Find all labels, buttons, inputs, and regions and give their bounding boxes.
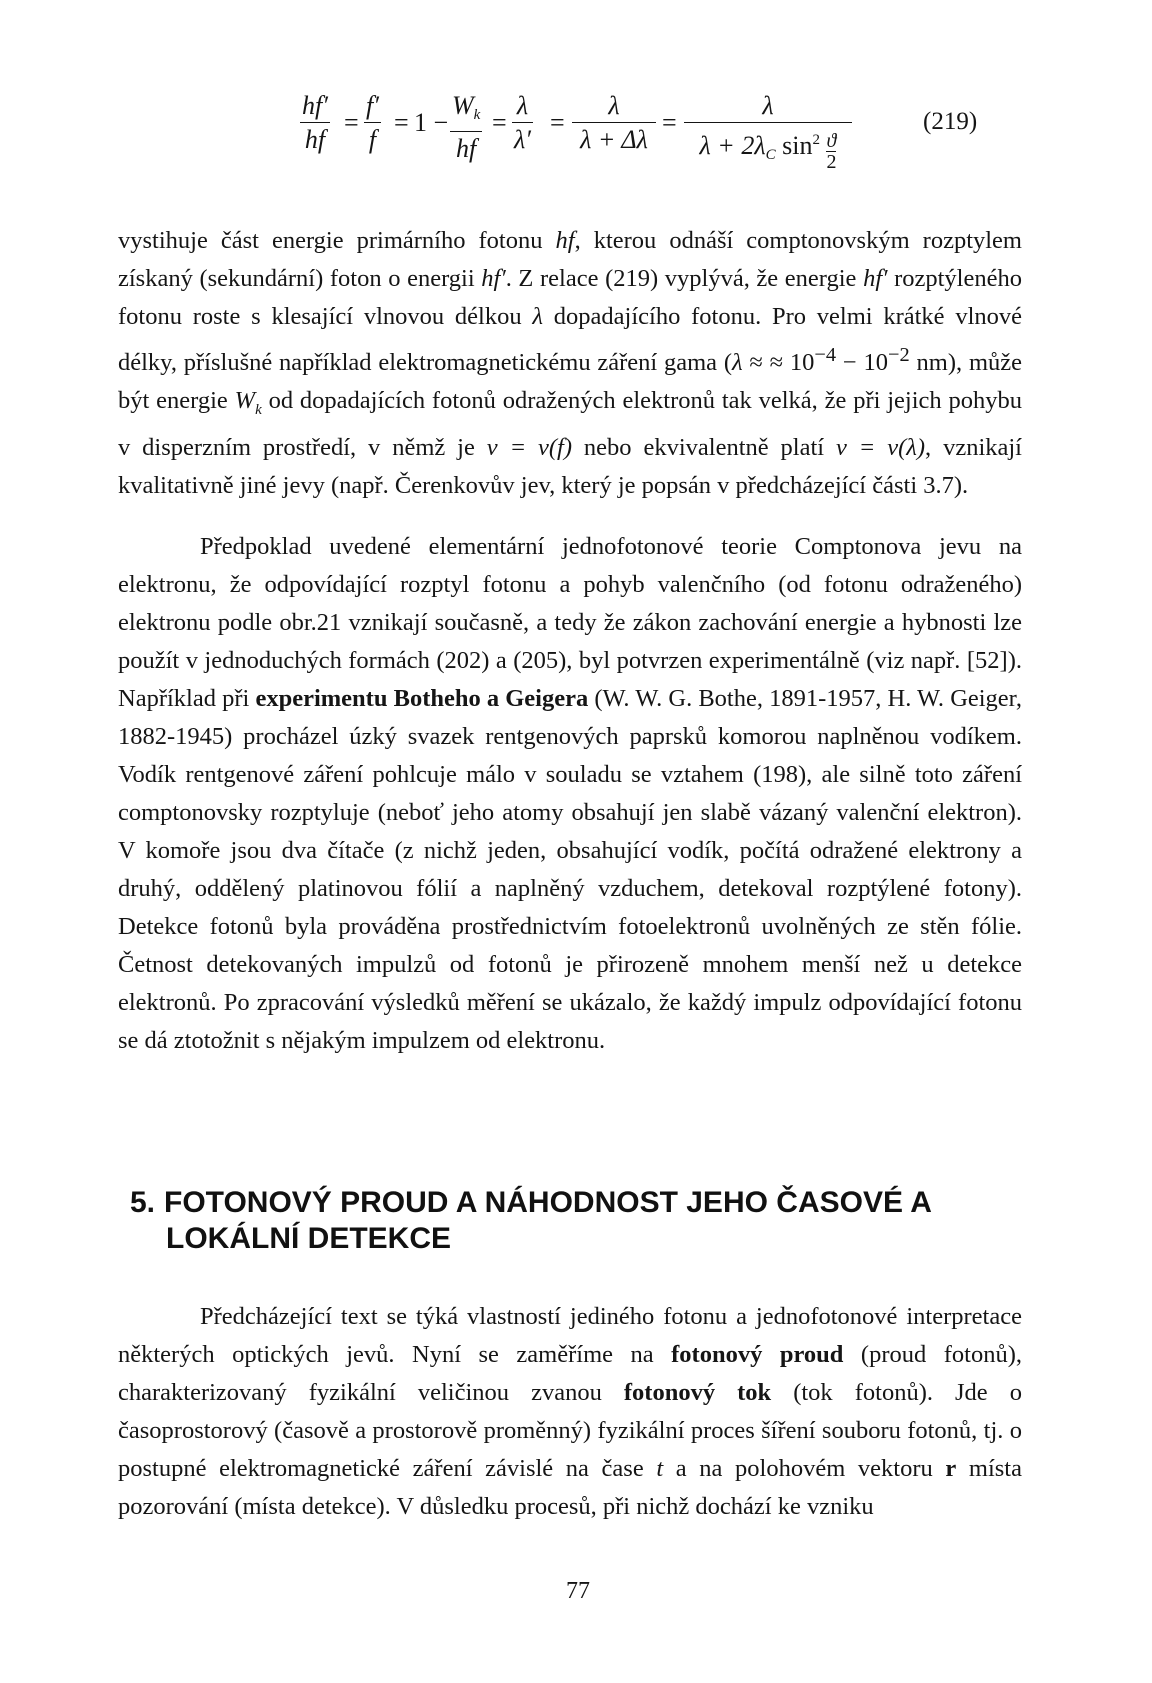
text-run: a na polohovém vektoru xyxy=(663,1455,946,1482)
text-run: od dopadajících fotonů odražených elektronů tak velká, že při jejich pohybu v disperzním prostředí, v němž je xyxy=(118,387,1023,462)
fraction-numerator xyxy=(450,92,482,129)
equals-sign: = xyxy=(550,108,565,137)
text-run: (proud fotonů), charakterizovaný fyzikální veličinou zvanou xyxy=(118,1341,1022,1406)
text-run: , kterou odnáší comptonovským rozptylem získaný (sekundární) foton o energii xyxy=(118,227,1022,292)
page-number: 77 xyxy=(566,1578,590,1604)
one-minus: 1 − xyxy=(414,108,449,137)
equation-number: (219) xyxy=(923,108,978,135)
half-denominator: 2 xyxy=(826,151,837,173)
text-run: vystihuje část energie primárního fotonu xyxy=(118,227,556,254)
section-number: 5. xyxy=(130,1186,156,1219)
paragraph-compton-energy xyxy=(118,222,1022,505)
math-dispersion-lambda: v = v(λ) xyxy=(836,434,926,462)
subscript-k: k xyxy=(473,107,481,123)
fraction-denominator: f xyxy=(368,125,377,154)
fraction-lambda-over-lambda-prime xyxy=(512,92,533,154)
text-run: dopadajícího fotonu. Pro velmi krátké vlnové délky, příslušné například elektromagnetickému záření gama ( xyxy=(118,303,1023,377)
section-heading xyxy=(130,1185,1010,1257)
math-dispersion-f: v = v(f) xyxy=(486,434,573,462)
math-vector-r: r xyxy=(945,1455,957,1482)
bold-term: fotonový tok xyxy=(623,1379,772,1406)
heading-line-1: FOTONOVÝ PROUD A NÁHODNOST JEHO ČASOVÉ A xyxy=(164,1186,932,1219)
superscript-2: 2 xyxy=(812,132,820,148)
text-run: . Z relace (219) vyplývá, že energie xyxy=(505,265,864,292)
work-symbol: W xyxy=(452,91,474,120)
half-angle-fraction xyxy=(826,132,836,171)
fraction-numerator: f′ xyxy=(366,91,379,120)
text-run: ≈ ≈ 10 xyxy=(742,349,815,377)
fraction-denominator: λ + Δλ xyxy=(580,125,648,154)
text-run: nebo ekvivalentně platí xyxy=(572,434,836,462)
fraction-lambda-over-lambda-plus-delta xyxy=(572,92,656,154)
fraction-f-prime-over-f xyxy=(364,92,381,154)
math-lambda: λ xyxy=(732,349,743,377)
math-w: W xyxy=(234,387,256,415)
heading-line-2: LOKÁLNÍ DETEKCE xyxy=(166,1222,451,1255)
equals-sign: = xyxy=(344,108,359,137)
paragraph-photon-stream xyxy=(118,1298,1022,1526)
equals-sign: = xyxy=(662,108,677,137)
math-hf-prime: hf′ xyxy=(863,265,888,292)
text-run: Předpoklad uvedené elementární jednofotonové teorie Comptonova jevu na elektronu, že odpovídající rozptyl fotonu a pohyb valenčního (od fotonu odraženého) elektronu podle obr.21 vznikají současně, a tedy že zákon zachování energie a hybnosti lze použít v jednoduchých formách (202) a (205), byl potvrzen experimentálně (viz např. [52]). Například při xyxy=(118,533,1022,712)
math-subscript-k: k xyxy=(255,402,262,419)
text-run: (W. W. G. Bothe, 1891-1957, H. W. Geiger, 1882-1945) procházel úzký svazek rentgenových paprsků komorou naplněnou vodíkem. Vodík rentgenové záření pohlcuje málo v souladu se vztahem (198), ale silně toto záření comptonovsky rozptyluje (neboť jeho atomy obsahují jen slabě vázaný valenční elektron). V komoře jsou dva čítače (z nichž jeden, obsahující vodík, počítá odražené elektrony a druhý, oddělený platinovou fólií a naplněný vzduchem, detekoval rozptýlené fotony). Detekce fotonů byla prováděna prostřednictvím fotoelektronů uvolněných ze stěn fólie. Četnost detekovaných impulzů od fotonů je přirozeně mnohem menší než u detekce elektronů. Po zpracování výsledků měření se ukázalo, že každý impulz odpovídající fotonu se dá ztotožnit s nějakým impulzem od elektronu. xyxy=(118,685,1022,1054)
theta-symbol: ϑ xyxy=(826,130,837,152)
text-run: − 10 xyxy=(836,349,889,377)
bold-term: experimentu Botheho a Geigera xyxy=(255,685,589,712)
text-run: (tok fotonů). Jde o časoprostorový (časově a prostorově proměnný) fyzikální proces šíření souboru fotonů, tj. o postupné elektromagnetické záření závislé na čase xyxy=(118,1379,1022,1482)
math-hf: hf xyxy=(555,227,575,254)
lambda-plus-2-lambda: λ + 2λ xyxy=(699,131,766,160)
bold-term: fotonový proud xyxy=(671,1341,844,1368)
fraction-wk-over-hf xyxy=(450,92,482,163)
exponent: −2 xyxy=(888,344,910,366)
sine-function: sin xyxy=(782,131,813,160)
math-t: t xyxy=(656,1455,664,1482)
fraction-denominator: λ′ xyxy=(514,125,531,154)
fraction-denominator: hf xyxy=(456,134,477,163)
fraction-numerator: λ xyxy=(762,91,774,120)
fraction-hf-prime-over-hf xyxy=(300,92,330,154)
equals-sign: = xyxy=(394,108,409,137)
equation-219 xyxy=(300,92,860,202)
text-run: nm), může být energie xyxy=(118,349,1022,415)
fraction-compton-formula xyxy=(684,92,852,171)
fraction-denominator xyxy=(684,126,852,171)
fraction-numerator: λ xyxy=(516,91,529,120)
paragraph-bothe-geiger xyxy=(118,528,1022,1060)
exponent: −4 xyxy=(814,344,837,366)
fraction-numerator: λ xyxy=(608,91,620,120)
text-run: místa pozorování (místa detekce). V důsledku procesů, při nichž dochází ke vzniku xyxy=(118,1455,1022,1520)
equals-sign: = xyxy=(492,108,507,137)
subscript-c: C xyxy=(765,147,776,163)
text-run: , vznikají kvalitativně jiné jevy (např. Čerenkovův jev, který je popsán v předcházející části 3.7). xyxy=(118,434,1022,500)
fraction-numerator: hf′ xyxy=(302,91,328,120)
text-run: Předcházející text se týká vlastností jediného fotonu a jednofotonové interpretace některých optických jevů. Nyní se zaměříme na xyxy=(118,1303,1022,1368)
math-lambda: λ xyxy=(532,303,544,330)
text-run: rozptýleného fotonu roste s klesající vlnovou délkou xyxy=(118,265,1022,330)
math-hf-prime: hf′ xyxy=(481,265,506,292)
fraction-denominator: hf xyxy=(304,125,326,154)
